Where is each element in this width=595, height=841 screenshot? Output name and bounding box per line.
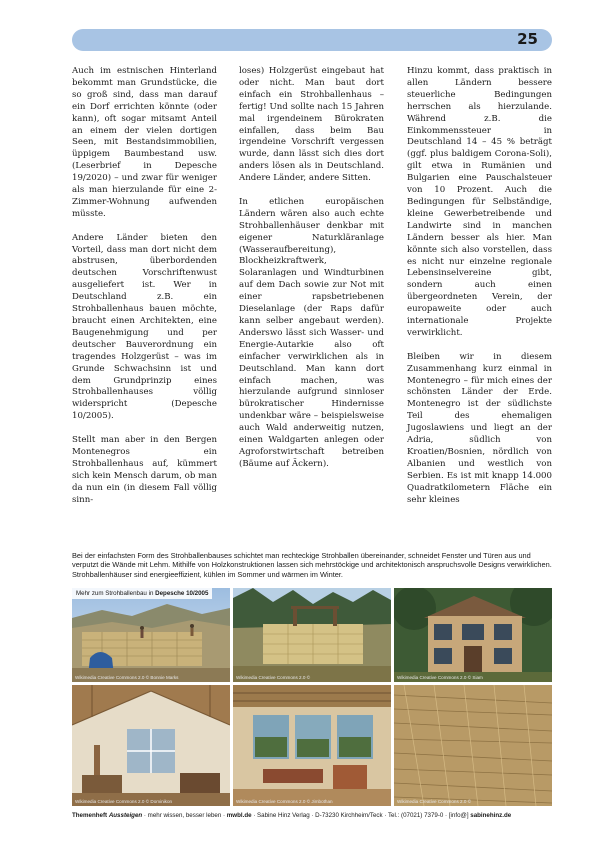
footer-tagline: · mehr wissen, besser leben ·	[142, 812, 227, 819]
footer-email-domain[interactable]: sabinehinz.de	[470, 812, 512, 819]
photo-image	[233, 685, 391, 806]
paragraph: Bleiben wir in diesem Zusammenhang kurz einmal in Montenegro – für mich eines der schönsten Länder der Erde. Montenegro ist der südlichste Teil des ehemaligen Jugoslawiens und liegt an der Adria, südlich von Kroatien/Bosnien, nördlich von Albanien und westlich von Serbien. Es ist mit knapp 14.000 Quadratkilometern Fläche ein sehr kleines	[407, 351, 552, 505]
footer-brand-title: Aussteigen	[108, 812, 143, 819]
photo-image	[233, 588, 391, 682]
page-footer	[72, 812, 552, 819]
text-column-3	[407, 66, 552, 518]
photo-strawbale-walls	[233, 588, 391, 682]
photo-label-issue: Depesche 10/2005	[155, 590, 209, 597]
photo-image	[394, 588, 552, 682]
photo-image	[394, 685, 552, 806]
photo-overlay-label	[72, 588, 212, 599]
photo-straw-closeup	[394, 685, 552, 806]
photo-image	[72, 685, 230, 806]
paragraph: loses) Holzgerüst eingebaut hat oder nicht. Man baut dort einfach ein Strohballenhaus – fertig! Und sollte nach 15 Jahren mal irgendeinem Bürokraten einfallen, dass beim Bau irgendeine Vorschrift vergessen wurde, dann lässt sich dies dort anders lösen als in Deutschland. Andere Länder, andere Sitten.	[239, 66, 384, 184]
photo-credit: Wikimedia Creative Commons 2.0 ©	[236, 675, 311, 680]
paragraph: Stellt man aber in den Bergen Montenegros ein Strohballenhaus auf, kümmert sich kein Mensch darum, ob man da nun ein (in diesem Fall völlig sinn-	[72, 435, 217, 505]
photo-caption: Bei der einfachsten Form des Strohballenbauses schichtet man rechteckige Strohballen übereinander, schneidet Fenster und Türen aus und verputzt die Wände mit Lehm. Mithilfe von Holzkonstruktionen lassen sich mehrstöckige und architektonisch anspruchsvolle Designs verwirklichen. Strohballenhäuser sind energieeffizient, kühlen im Sommer und wärmen im Winter.	[72, 551, 552, 579]
photo-image	[72, 588, 230, 682]
photo-strawbale-house	[394, 588, 552, 682]
photo-credit: Wikimedia Creative Commons 2.0 © Bonnie Marks	[75, 675, 179, 680]
photo-credit: Wikimedia Creative Commons 2.0 © Siam	[397, 675, 483, 680]
photo-grid	[72, 588, 552, 806]
photo-credit: Wikimedia Creative Commons 2.0 ©	[397, 799, 472, 804]
paragraph: In etlichen europäischen Ländern wären also auch echte Strohballenhäuser denkbar mit eigener Naturkläranlage (Wasseraufbereitung), Blockheizkraftwerk, Solaranlagen und Windturbinen auf dem Dach sowie zur Not mit einer rapsbetriebenen Dieselanlage (der Raps dafür kann selber angebaut werden). Anderswo lässt sich Wasser- und Energie-Autarkie also oft einfacher verwirklichen als in Deutschland. Man kann dort einfach machen, was hierzulande aufgrund sinnloser bürokratischer Hindernisse undenkbar wäre – beispielsweise auch Wald anderweitig nutzen, einen Waldgarten anlegen oder Agroforstwirtschaft betreiben (Bäume auf Äckern).	[239, 196, 384, 469]
header-bar	[72, 29, 552, 51]
page-number: 25	[517, 30, 538, 48]
photo-label-prefix: Mehr zum Strohballenbau in	[76, 590, 154, 597]
text-column-1	[72, 66, 217, 518]
photo-credit: Wikimedia Creative Commons 2.0 © Dominikon	[75, 799, 173, 804]
footer-site-link[interactable]: mwbl.de	[226, 812, 252, 819]
photo-strawbale-construction	[72, 588, 230, 682]
photo-interior-loft	[72, 685, 230, 806]
footer-details: · Sabine Hinz Verlag · D-73230 Kirchheim/Teck · Tel.: (07021) 7379-0 · [info@]	[251, 812, 471, 819]
paragraph: Auch im estnischen Hinterland bekommt man Grundstücke, die so groß sind, dass man darauf ein Dorf errichten könnte (oder kann), oft sogar mitsamt Anteil an einem der vielen dortigen Seen, mit Bestandsimmobilien, üppigem Baumbestand usw. (Leserbrief in Depesche 19/2020) – und zwar für weniger als man hierzulande für eine 2-Zimmer-Wohnung aufwenden müsste.	[72, 66, 217, 219]
article-body	[72, 66, 552, 512]
text-column-2	[239, 66, 384, 483]
photo-credit: Wikimedia Creative Commons 2.0 © Jimbothan	[236, 799, 333, 804]
paragraph: Andere Länder bieten den Vorteil, dass man dort nicht dem abstrusen, überbordenden deutschen Vorschriftenwust ausgeliefert ist. Wer in Deutschland z.B. ein Strohballenhaus bauen möchte, braucht einen Architekten, eine Baugenehmigung und per deutscher Bauverordnung ein tragendes Holzgerüst – was im Grunde Schwachsinn ist und dem Grundprinzip eines Strohballenhauses völlig widerspricht (Depesche 10/2005).	[72, 232, 217, 422]
photo-interior-living	[233, 685, 391, 806]
paragraph: Hinzu kommt, dass praktisch in allen Ländern bessere steuerliche Bedingungen herrschen als hierzulande. Während z.B. die Einkommenssteuer in Deutschland 14 – 45 % beträgt (ggf. plus baldigem Corona-Soli), gilt etwa in Rumänien und Bulgarien eine Pauschalsteuer von 10 Prozent. Auch die Bedingungen für Selbständige, kleine Gewerbetreibende und Landwirte sind in manchen Ländern besser als hier. Man könnte sich also vorstellen, dass es nicht nur einzelne regionale Lebensinselvereine gibt, sondern auch einen übergeordneten Verein, der europaweite oder auch internationale Projekte verwirklicht.	[407, 66, 552, 338]
footer-brand-prefix: Themenheft	[72, 812, 108, 819]
